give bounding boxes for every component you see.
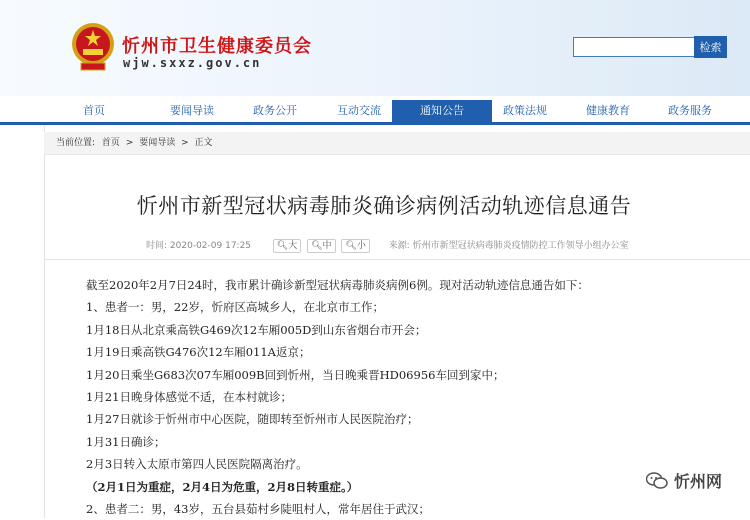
paragraph: 1、患者一：男，22岁，忻府区高城乡人，在北京市工作； — [86, 300, 384, 315]
zoom-icon: 🔍︎ — [276, 241, 289, 251]
nav-item-notices[interactable]: 通知公告 — [392, 100, 492, 122]
nav-item-health-education[interactable]: 健康教育 — [586, 104, 630, 117]
paragraph: 1月31日确诊； — [86, 434, 166, 449]
paragraph: 1月18日从北京乘高铁G469次12车厢005D到山东省烟台市开会； — [86, 322, 427, 337]
article-source: 忻州市新型冠状病毒肺炎疫情防控工作领导小组办公室 — [412, 241, 629, 251]
main-nav — [0, 100, 750, 125]
paragraph: 2月3日转入太原市第四人民医院隔离治疗。 — [86, 457, 308, 472]
paragraph: 1月20日乘坐G683次07车厢009B回到忻州，当日晚乘晋HD06956车回到家中； — [86, 367, 505, 382]
nav-item-gov-services[interactable]: 政务服务 — [668, 104, 712, 117]
paragraph: 1月21日晚身体感觉不适，在本村就诊； — [86, 389, 292, 404]
article-title: 忻州市新型冠状病毒肺炎确诊病例活动轨迹信息通告 — [136, 194, 632, 218]
paragraph: 截至2020年2月7日24时，我市累计确诊新型冠状病毒肺炎病例6例。现对活动轨迹信息通告如下： — [86, 278, 589, 292]
nav-item-gov-affairs[interactable]: 政务公开 — [253, 104, 297, 117]
nav-item-interaction[interactable]: 互动交流 — [337, 104, 381, 117]
nav-item-policies[interactable]: 政策法规 — [503, 104, 547, 117]
national-emblem-icon — [70, 22, 116, 72]
breadcrumb-separator: > — [181, 138, 189, 148]
paragraph: 1月19日乘高铁G476次12车厢011A返京； — [86, 345, 311, 360]
breadcrumb-label: 当前位置: — [56, 138, 96, 148]
breadcrumb-home[interactable]: 首页 — [101, 138, 120, 148]
site-title: 忻州市卫生健康委员会 — [122, 36, 312, 57]
breadcrumb-current: 正文 — [194, 138, 213, 148]
paragraph: 1月27日就诊于忻州市中心医院，随即转至忻州市人民医院治疗； — [86, 412, 419, 427]
font-size-large-button[interactable]: 🔍︎大 — [273, 239, 301, 253]
paragraph: （2月1日为重症，2月4日为危重，2月8日转重症。） — [86, 479, 359, 494]
source-label: 来源: — [388, 241, 410, 251]
font-size-medium-button[interactable]: 🔍︎中 — [307, 239, 335, 253]
nav-item-home[interactable]: 首页 — [83, 104, 105, 117]
search-input[interactable] — [573, 37, 697, 57]
paragraph: 2、患者二：男，43岁，五台县茹村乡陡咀村人，常年居住于武汉； — [86, 501, 430, 516]
zoom-icon: 🔍︎ — [311, 241, 323, 251]
watermark — [640, 467, 728, 494]
publish-time: 2020-02-09 17:25 — [169, 241, 252, 251]
time-label: 时间: — [146, 241, 168, 251]
site-url: wjw.sxxz.gov.cn — [123, 56, 262, 70]
site-header — [0, 0, 750, 96]
font-size-small-button[interactable]: 🔍︎小 — [341, 239, 369, 253]
watermark-text: 忻州网 — [673, 472, 722, 491]
breadcrumb-separator: > — [125, 138, 134, 148]
search-button[interactable]: 检索 — [694, 36, 727, 58]
nav-item-news[interactable]: 要闻导读 — [170, 104, 214, 117]
breadcrumb-news[interactable]: 要闻导读 — [139, 138, 176, 148]
divider — [44, 259, 750, 260]
wechat-icon — [646, 471, 668, 491]
zoom-icon: 🔍︎ — [345, 241, 357, 251]
article-body — [86, 274, 726, 520]
article-meta — [44, 239, 724, 253]
breadcrumb — [44, 132, 750, 155]
